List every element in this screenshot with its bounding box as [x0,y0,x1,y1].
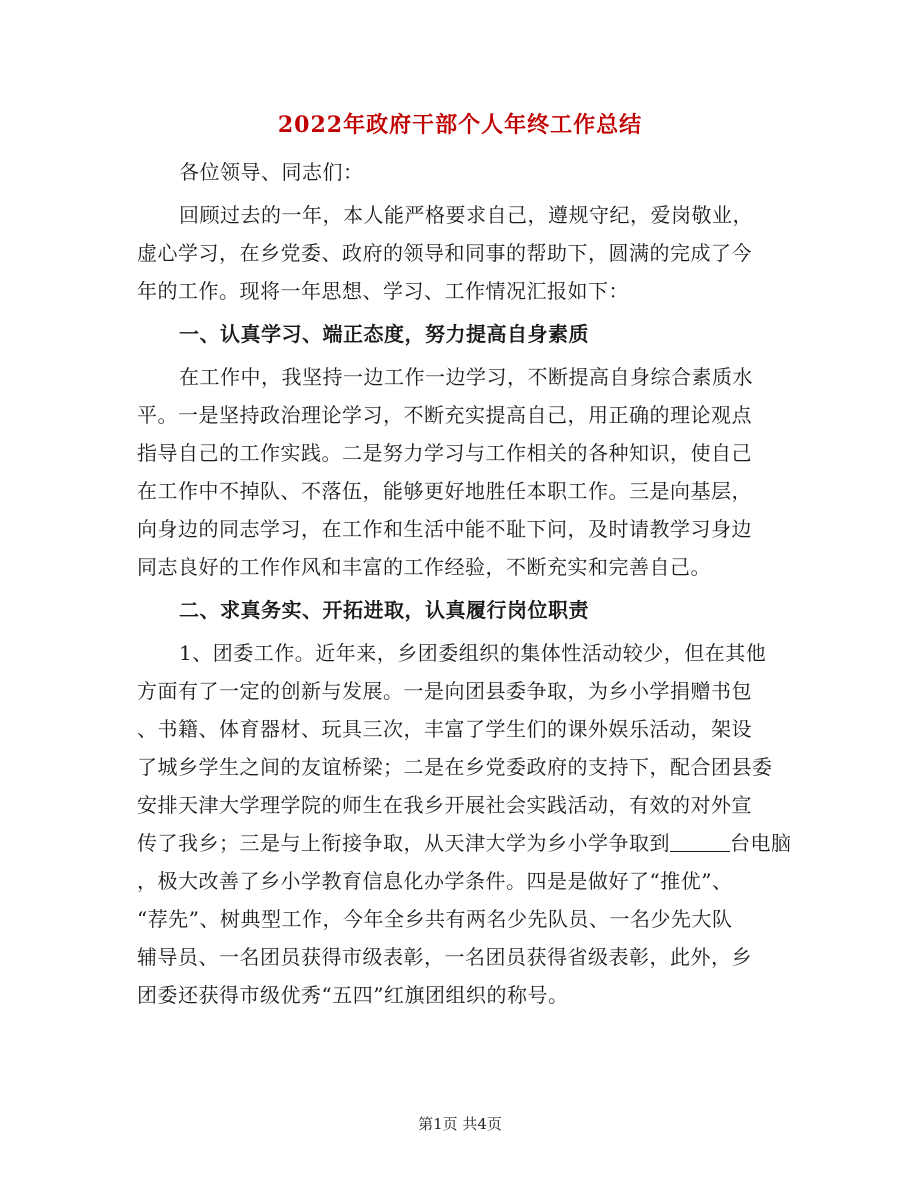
fill-in-blank [670,831,730,852]
paragraph-line: 年的工作。现将一年思想、学习、工作情况汇报如下： [137,279,629,303]
blank-line-prefix: 传了我乡；三是与上衔接争取，从天津大学为乡小学争取到 [137,831,670,855]
paragraph-line: 向身边的同志学习，在工作和生活中能不耻下问，及时请教学习身边 [137,517,752,541]
paragraph-line: 安排天津大学理学院的师生在我乡开展社会实践活动，有效的对外宣 [137,793,752,817]
paragraph-line: ，极大改善了乡小学教育信息化办学条件。四是是做好了“推优”、 [137,869,733,893]
paragraph-line: 、书籍、体育器材、玩具三次，丰富了学生们的课外娱乐活动，架设 [137,717,752,741]
section-2-paragraph [137,634,792,1014]
section-heading-2: 二、求真务实、开拓进取，认真履行岗位职责 [179,598,589,622]
section-heading-1: 一、认真学习、端正态度，努力提高自身素质 [179,322,589,346]
section-1-paragraph [137,358,785,586]
greeting: 各位领导、同志们： [179,160,364,184]
paragraph-line: 1、团委工作。近年来，乡团委组织的集体性活动较少，但在其他 [179,641,767,665]
paragraph-line: 在工作中，我坚持一边工作一边学习，不断提高自身综合素质水 [179,365,753,389]
paragraph-line-with-blank [137,824,792,862]
paragraph-line: 在工作中不掉队、不落伍，能够更好地胜任本职工作。三是向基层， [137,479,752,503]
paragraph-line: 团委还获得市级优秀“五四”红旗团组织的称号。 [137,983,569,1007]
intro-paragraph [137,196,785,310]
document-title: 2022年政府干部个人年终工作总结 [277,112,643,138]
paragraph-line: 同志良好的工作作风和丰富的工作经验，不断充实和完善自己。 [137,555,711,579]
paragraph-line: 辅导员、一名团员获得市级表彰，一名团员获得省级表彰，此外，乡 [137,945,752,969]
paragraph-line: 了城乡学生之间的友谊桥梁；二是在乡党委政府的支持下，配合团县委 [137,755,773,779]
paragraph-line: 方面有了一定的创新与发展。一是向团县委争取，为乡小学捐赠书包 [137,679,752,703]
blank-line-suffix: 台电脑 [730,831,792,855]
paragraph-line: 指导自己的工作实践。二是努力学习与工作相关的各种知识，使自己 [137,441,752,465]
document-body [137,153,792,1014]
paragraph-line: 平。一是坚持政治理论学习，不断充实提高自己，用正确的理论观点 [137,403,752,427]
paragraph-line: “荐先”、树典型工作，今年全乡共有两名少先队员、一名少先大队 [137,907,733,931]
paragraph-line: 虚心学习，在乡党委、政府的领导和同事的帮助下，圆满的完成了今 [137,241,752,265]
paragraph-line: 回顾过去的一年，本人能严格要求自己，遵规守纪，爱岗敬业， [179,203,753,227]
page-number-footer: 第1页 共4页 [418,1115,502,1133]
